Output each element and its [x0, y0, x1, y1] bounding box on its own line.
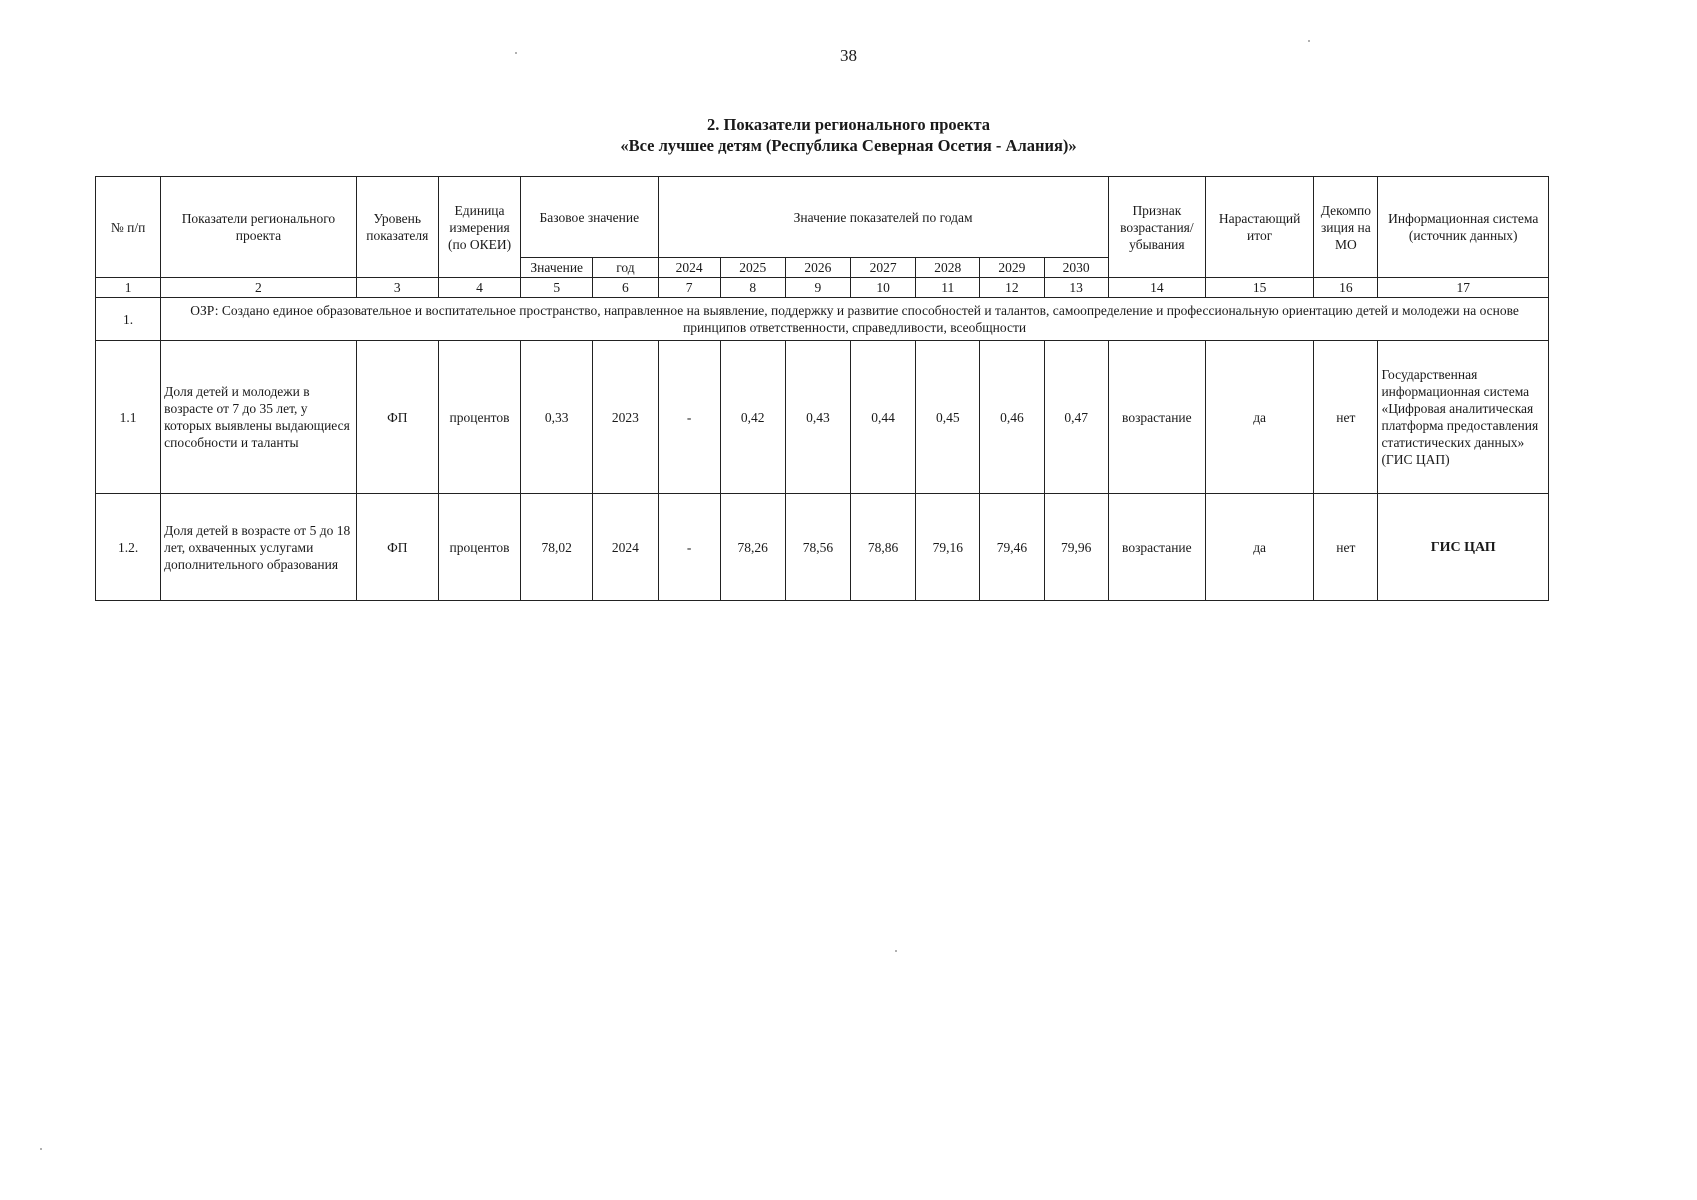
header-unit: Единица измерения (по ОКЕИ) [438, 177, 520, 278]
header-indicator: Показатели регионального проекта [161, 177, 357, 278]
row-value-2030: 79,96 [1044, 494, 1108, 601]
column-number: 15 [1205, 278, 1313, 298]
column-number: 6 [593, 278, 658, 298]
row-value-2029: 79,46 [980, 494, 1044, 601]
header-base-value: Значение [521, 258, 593, 278]
title-line-1: 2. Показатели регионального проекта [706, 115, 991, 134]
row-value-2025: 78,26 [720, 494, 785, 601]
row-value-2027: 78,86 [851, 494, 916, 601]
indicators-table [95, 176, 1549, 601]
row-trend: возрастание [1108, 341, 1205, 494]
scan-speck [1308, 40, 1310, 42]
row-cumulative: да [1205, 341, 1313, 494]
header-cumulative: Нарастающий итог [1205, 177, 1313, 278]
header-year: 2025 [720, 258, 785, 278]
row-indicator: Доля детей и молодежи в возрасте от 7 до 35 лет, у которых выявлены выдающиеся способности и таланты [161, 341, 357, 494]
column-number: 4 [438, 278, 520, 298]
column-number-row [96, 278, 1549, 298]
row-value-2028: 0,45 [916, 341, 980, 494]
column-number: 11 [916, 278, 980, 298]
table-row [96, 494, 1549, 601]
column-number: 13 [1044, 278, 1108, 298]
goal-text: ОЗР: Создано единое образовательное и воспитательное пространство, направленное на выявление, поддержку и развитие способностей и талантов, самоопределение и профессиональную ориентацию детей и молодежи на основе принципов ответственности, справедливости, всеобщности [161, 298, 1549, 341]
row-value-2024: - [658, 341, 720, 494]
row-unit: процентов [438, 494, 520, 601]
row-value-2024: - [658, 494, 720, 601]
header-info-system: Информационная система (источник данных) [1378, 177, 1549, 278]
header-year: 2024 [658, 258, 720, 278]
scan-speck [515, 52, 517, 54]
header-decomposition: Декомпо зиция на МО [1314, 177, 1378, 278]
row-value-2027: 0,44 [851, 341, 916, 494]
header-year: 2028 [916, 258, 980, 278]
row-base-year: 2024 [593, 494, 658, 601]
row-num: 1.1 [96, 341, 161, 494]
column-number: 8 [720, 278, 785, 298]
column-number: 17 [1378, 278, 1549, 298]
header-year: 2030 [1044, 258, 1108, 278]
row-info-system: Государственная информационная система «Цифровая аналитическая платформа предоставления статистических данных» (ГИС ЦАП) [1378, 341, 1549, 494]
row-indicator: Доля детей в возрасте от 5 до 18 лет, охваченных услугами дополнительного образования [161, 494, 357, 601]
row-decomposition: нет [1314, 494, 1378, 601]
goal-row [96, 298, 1549, 341]
scan-speck [895, 950, 897, 952]
row-cumulative: да [1205, 494, 1313, 601]
row-value-2026: 0,43 [785, 341, 850, 494]
title-line-2: «Все лучшее детям (Республика Северная Осетия - Алания)» [620, 136, 1077, 155]
header-trend: Признак возрастания/ убывания [1108, 177, 1205, 278]
table-row [96, 341, 1549, 494]
row-level: ФП [356, 494, 438, 601]
row-decomposition: нет [1314, 341, 1378, 494]
column-number: 5 [521, 278, 593, 298]
row-info-system: ГИС ЦАП [1378, 494, 1549, 601]
header-base: Базовое значение [521, 177, 658, 258]
row-level: ФП [356, 341, 438, 494]
row-value-2030: 0,47 [1044, 341, 1108, 494]
header-years-group: Значение показателей по годам [658, 177, 1108, 258]
row-trend: возрастание [1108, 494, 1205, 601]
column-number: 9 [785, 278, 850, 298]
row-unit: процентов [438, 341, 520, 494]
page-number: 38 [840, 46, 857, 65]
header-year: 2027 [851, 258, 916, 278]
row-num: 1.2. [96, 494, 161, 601]
header-num: № п/п [96, 177, 161, 278]
column-number: 12 [980, 278, 1044, 298]
column-number: 7 [658, 278, 720, 298]
row-value-2025: 0,42 [720, 341, 785, 494]
row-base-value: 0,33 [521, 341, 593, 494]
row-value-2029: 0,46 [980, 341, 1044, 494]
header-year: 2029 [980, 258, 1044, 278]
row-base-value: 78,02 [521, 494, 593, 601]
column-number: 2 [161, 278, 357, 298]
header-level: Уровень показателя [356, 177, 438, 278]
column-number: 10 [851, 278, 916, 298]
row-value-2028: 79,16 [916, 494, 980, 601]
scan-speck [40, 1148, 42, 1150]
row-base-year: 2023 [593, 341, 658, 494]
column-number: 14 [1108, 278, 1205, 298]
header-row [96, 177, 1549, 258]
column-number: 16 [1314, 278, 1378, 298]
goal-num: 1. [96, 298, 161, 341]
column-number: 3 [356, 278, 438, 298]
row-value-2026: 78,56 [785, 494, 850, 601]
document-title [0, 114, 1697, 156]
header-year: 2026 [785, 258, 850, 278]
column-number: 1 [96, 278, 161, 298]
header-base-year: год [593, 258, 658, 278]
